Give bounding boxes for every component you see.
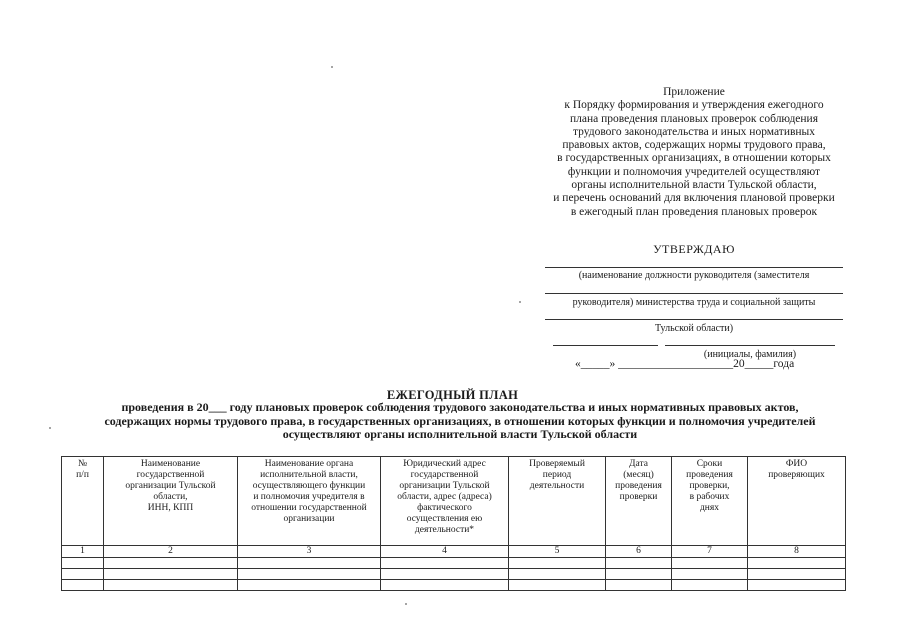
appendix-line: функции и полномочия учредителей осуществляют — [567, 165, 821, 178]
header-inspectors: ФИО проверяющих — [748, 457, 846, 546]
column-number: 6 — [606, 546, 672, 558]
appendix-line: в ежегодный план проведения плановых проверок — [570, 205, 818, 218]
table-cell — [672, 569, 748, 580]
table-cell — [381, 569, 509, 580]
column-number: 2 — [104, 546, 238, 558]
appendix-line: трудового законодательства и иных нормативных — [572, 125, 816, 138]
plan-subtitle-line: осуществляют органы исполнительной власти Тульской области — [282, 427, 638, 441]
plan-title: ЕЖЕГОДНЫЙ ПЛАН — [386, 388, 519, 402]
table-row — [62, 569, 846, 580]
table-cell — [606, 558, 672, 569]
header-organization: Наименование государственной организации Тульской области, ИНН, КПП — [104, 457, 238, 546]
table-row-column-numbers — [62, 546, 846, 558]
header-duration: Сроки проведения проверки, в рабочих днях — [672, 457, 748, 546]
column-number: 1 — [62, 546, 104, 558]
appendix-line: в государственных организациях, в отношении которых — [557, 152, 831, 165]
column-number: 5 — [509, 546, 606, 558]
table-cell — [509, 569, 606, 580]
table-cell — [748, 558, 846, 569]
signature-line — [545, 267, 843, 268]
approval-caption-region: Тульской области) — [654, 323, 734, 334]
plan-subtitle-line: проведения в 20___ году плановых проверок соблюдения трудового законодательства и иных нормативных правовых актов, — [121, 400, 799, 414]
table-cell — [748, 580, 846, 591]
table-cell — [672, 558, 748, 569]
header-address: Юридический адрес государственной организации Тульской области, адрес (адреса) фактического осуществления ею деятельности* — [381, 457, 509, 546]
table-cell — [62, 558, 104, 569]
table-cell — [238, 569, 381, 580]
column-number: 7 — [672, 546, 748, 558]
approval-caption-initials: (инициалы, фамилия) — [703, 349, 797, 360]
table-cell — [62, 569, 104, 580]
scan-speck — [519, 301, 521, 303]
scan-speck — [49, 427, 51, 429]
appendix-line: и перечень оснований для включения плановой проверки — [553, 192, 835, 205]
approval-caption-ministry: руководителя) министерства труда и социальной защиты — [572, 297, 816, 308]
plan-table — [61, 456, 846, 591]
table-cell — [62, 580, 104, 591]
approval-date-line: «_____» ____________________20_____года — [575, 358, 795, 370]
signature-line — [545, 293, 843, 294]
column-number: 3 — [238, 546, 381, 558]
appendix-block — [505, 86, 883, 219]
header-executive-body: Наименование органа исполнительной власти, осуществляющего функции и полномочия учредителя в отношении государственной организации — [238, 457, 381, 546]
column-number: 4 — [381, 546, 509, 558]
signature-line-name — [665, 345, 835, 346]
signature-line-short — [553, 345, 658, 346]
table-header-row — [62, 457, 846, 546]
appendix-line: плана проведения плановых проверок соблюдения — [569, 112, 818, 125]
approval-title: УТВЕРЖДАЮ — [653, 242, 735, 256]
table-cell — [381, 580, 509, 591]
scan-speck — [405, 603, 407, 605]
table-cell — [748, 569, 846, 580]
plan-subtitle-line: содержащих нормы трудового права, в государственных организациях, в отношении которых функции и полномочия учредителей — [104, 413, 816, 428]
appendix-line: органы исполнительной власти Тульской области, — [571, 179, 817, 192]
table-row — [62, 558, 846, 569]
appendix-line: к Порядку формирования и утверждения ежегодного — [564, 99, 824, 112]
header-number: № п/п — [62, 457, 104, 546]
table-cell — [238, 580, 381, 591]
appendix-line: правовых актов, содержащих нормы трудового права, — [562, 139, 826, 152]
table-cell — [104, 569, 238, 580]
table-row — [62, 580, 846, 591]
table-cell — [381, 558, 509, 569]
table-cell — [509, 580, 606, 591]
approval-caption-position: (наименование должности руководителя (заместителя — [578, 270, 810, 281]
plan-subtitle — [60, 401, 860, 442]
table-cell — [238, 558, 381, 569]
appendix-line: Приложение — [663, 86, 725, 98]
table-cell — [672, 580, 748, 591]
column-number: 8 — [748, 546, 846, 558]
header-period: Проверяемый период деятельности — [509, 457, 606, 546]
signature-line — [545, 319, 843, 320]
table-cell — [509, 558, 606, 569]
table-cell — [104, 558, 238, 569]
table-cell — [606, 569, 672, 580]
table-cell — [606, 580, 672, 591]
header-date: Дата (месяц) проведения проверки — [606, 457, 672, 546]
scan-speck — [331, 66, 333, 68]
table-cell — [104, 580, 238, 591]
